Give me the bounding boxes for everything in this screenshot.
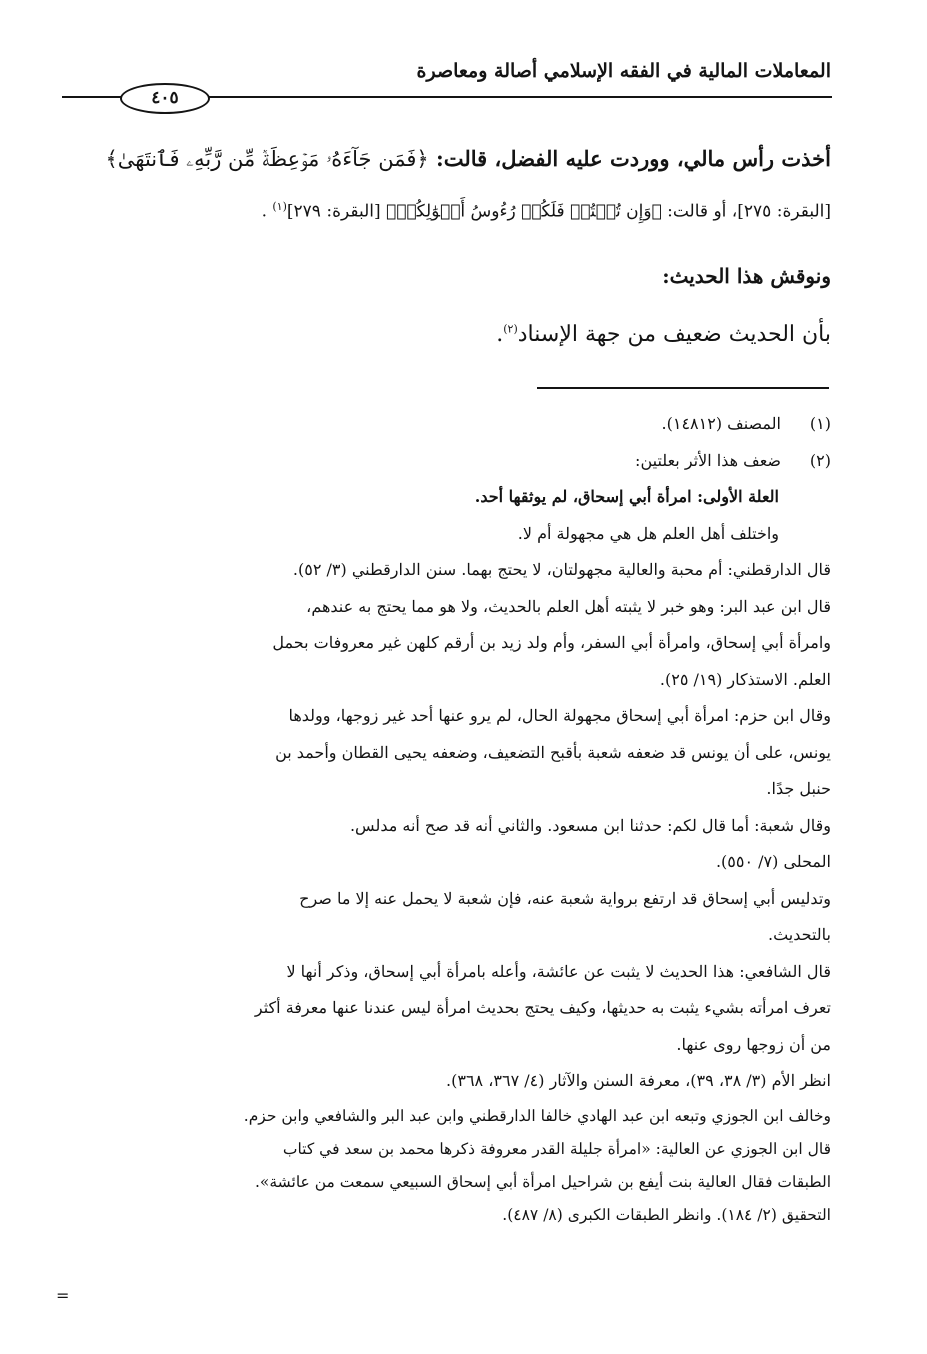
footnote-separator [537,387,829,389]
footnote-text: ضعف هذا الأثر بعلتين: [635,450,781,470]
main-text-line-4 [496,322,831,347]
footnote-line: العلة الأولى: امرأة أبي إسحاق، لم يوثقها أحد. [474,487,779,506]
quran-verse-2: ﴿وَإِن تُبۡتُمۡ فَلَكُمۡ رُءُوسُ أَمۡوَٰلِكُمۡ﴾ [386,201,662,222]
continuation-mark: = [56,1286,70,1305]
main-text: [البقرة: ٢٧٥]، أو قالت: [667,201,831,222]
sentence-end: . [496,322,504,347]
footnote-line: قال ابن الجوزي عن العالية: «امرأة جليلة القدر معروفة ذكرها محمد بن سعد في كتاب [282,1139,831,1158]
footnote-text: المصنف (١٤٨١٢). [661,414,781,433]
footnote-line: وتدليس أبي إسحاق قد ارتفع برواية شعبة عنه، فإن شعبة لا يحمل عنه إلا ما صرح [299,888,831,908]
footnote-number: (١) [809,414,831,433]
main-text-line-1 [105,146,831,172]
footnote-line: وخالف ابن الجوزي وتبعه ابن عبد الهادي خالفا الدارقطني وابن عبد البر والشافعي وابن حزم. [243,1106,831,1125]
footnote-2 [61,443,831,480]
footnote-line: وامرأة أبي إسحاق، وامرأة أبي السفر، وأم ولد زيد بن أرقم كلهن غير معروفات بحمل [272,633,831,652]
footnote-line: قال الشافعي: هذا الحديث لا يثبت عن عائشة، وأعله بامرأة أبي إسحاق، وذكر أنها لا [286,961,831,981]
main-text: أخذت رأس مالي، ووردت عليه الفضل، قالت: [436,146,831,171]
footnote-line: العلم. الاستذكار (١٩/ ٢٥). [659,669,831,689]
footnote-line: يونس، على أن يونس قد ضعفه شعبة بأقبح التضعيف، وضعفه يحيى القطان وأحمد بن [275,742,831,762]
running-header-title: المعاملات المالية في الفقه الإسلامي أصالة ومعاصرة [416,60,831,82]
sentence-end: . [261,201,267,222]
footnote-number: (٢) [809,450,831,470]
main-text: بأن الحديث ضعيف من جهة الإسناد [517,322,831,347]
footnote-line: قال ابن عبد البر: وهو خبر لا يثبته أهل العلم بالحديث، ولا هو مما يحتج به عندهم، [306,596,831,616]
quran-verse-1: ﴿فَمَن جَآءَهُۥ مَوۡعِظَةٞ مِّن رَّبِّهِۦ فَٱنتَهَىٰ﴾ [105,147,429,171]
footnote-line: من أن زوجها روى عنها. [676,1034,831,1054]
footnote-line: تعرف امرأته بشيء يثبت به حديثها، وكيف يحتج بحديث امرأة ليس عندنا عنها معرفة أكثر [254,998,831,1017]
footnote-line: التحقيق (٢/ ١٨٤). وانظر الطبقات الكبرى (٨/ ٤٨٧). [502,1205,831,1224]
footnote-line: الطبقات فقال العالية بنت أيفع بن شراحيل امرأة أبي إسحاق السبيعي سمعت من عائشة». [254,1172,831,1191]
footnotes [61,406,831,1232]
footnote-line: قال الدارقطني: أم محبة والعالية مجهولتان، لا يحتج بهما. سنن الدارقطني (٣/ ٥٢). [292,560,831,579]
footnote-line: انظر الأم (٣/ ٣٨، ٣٩)، معرفة السنن والآثار (٤/ ٣٦٧، ٣٦٨). [446,1071,831,1090]
footnote-line: واختلف أهل العلم هل هي مجهولة أم لا. [517,523,779,543]
footnote-line: وقال شعبة: أما قال لكم: حدثنا ابن مسعود. والثاني أنه قد صح أنه مدلس. [349,815,831,835]
main-text-line-2 [262,200,831,222]
section-heading: ونوقش هذا الحديث: [662,264,831,288]
footnote-marker-1: (١) [272,200,287,213]
footnote-line: بالتحديث. [767,925,831,944]
footnote-line: حنبل جدًا. [766,779,831,798]
page-number: ٤٠٥ [120,83,210,114]
footnote-marker-2: (٢) [503,322,518,336]
footnote-line: وقال ابن حزم: امرأة أبي إسحاق مجهولة الحال، لم يرو عنها أحد غير زوجها، وولدها [288,706,831,725]
verse-reference: [البقرة: ٢٧٩] [286,201,381,222]
footnote-line: المحلى (٧/ ٥٥٠). [715,852,831,871]
footnote-1 [61,406,831,443]
